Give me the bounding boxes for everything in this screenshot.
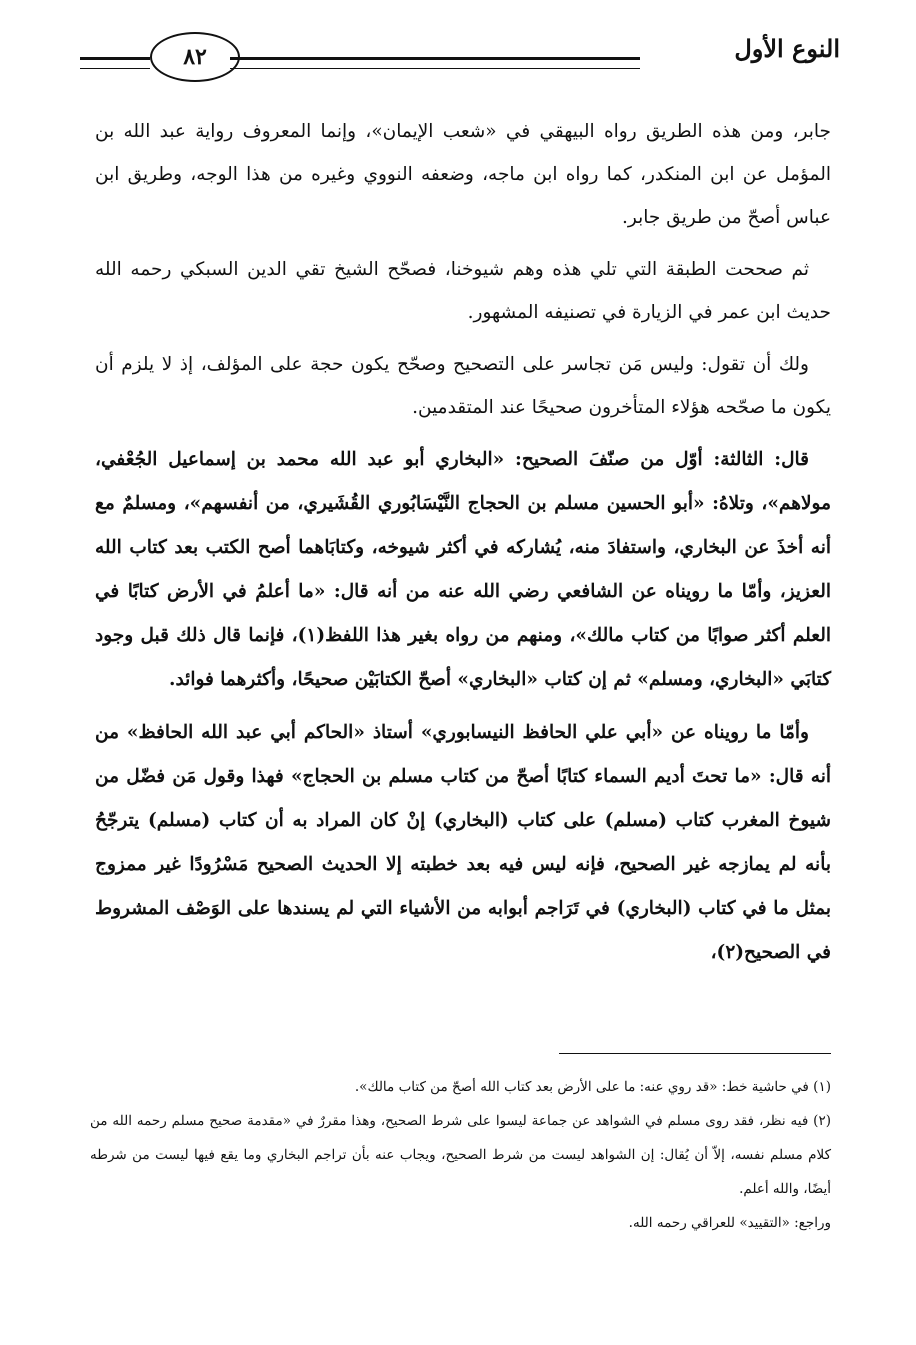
paragraph-5: وأمّا ما رويناه عن «أبي علي الحافظ النيسابوري» أستاذ «الحاكم أبي عبد الله الحافظ» من أنه قال: «ما تحتَ أديم السماء كتابًا أصحّ من كتاب مسلم بن الحجاج» فهذا وقول مَن فضّل من شيوخ المغرب كتاب (مسلم) على كتاب (البخاري) إنْ كان المراد به أن كتاب (مسلم) يترجّحُ بأنه لم يمازجه غير الصحيح، فإنه ليس فيه بعد خطبته إلا الحديث الصحيح مَسْرُودًا غير ممزوج بمثل ما في كتاب (البخاري) في تَرَاجم أبوابه من الأشياء التي لم يسندها على الوَصْف المشروط في الصحيح(٢)، [95, 722, 831, 963]
footnote-1: (١) في حاشية خط: «قد روي عنه: ما على الأرض بعد كتاب الله أصحّ من كتاب مالك». [354, 1079, 831, 1095]
chapter-title: النوع الأول [734, 34, 840, 63]
paragraph-3: ولك أن تقول: وليس مَن تجاسر على التصحيح وصحّح يكون حجة على المؤلف، إذ لا يلزم أن يكون ما صحّحه هؤلاء المتأخرون صحيحًا عند المتقدمين. [95, 354, 831, 418]
header-rule-left [80, 57, 150, 69]
page-number: ٨٢ [183, 44, 207, 70]
main-text [95, 110, 831, 984]
page-header [80, 22, 840, 92]
footnote-3: وراجع: «التقييد» للعراقي رحمه الله. [628, 1215, 831, 1231]
footnotes [90, 1070, 831, 1240]
footnote-2: (٢) فيه نظر، فقد روى مسلم في الشواهد عن جماعة ليسوا على شرط الصحيح، وهذا مقررٌ في «مقدمة صحيح مسلم رحمه الله من كلام مسلم نفسه، إلاّ أن يُقال: إن الشواهد ليست من شرط الصحيح، ويجاب عنه بأن تراجم البخاري وما يقع فيها ليست من شرطه أيضًا، والله أعلم. [90, 1113, 831, 1197]
paragraph-1: جابر، ومن هذه الطريق رواه البيهقي في «شعب الإيمان»، وإنما المعروف رواية عبد الله بن المؤمل عن ابن المنكدر، كما رواه ابن ماجه، وضعفه النووي وغيره من هذا الوجه، وطريق ابن عباس أصحّ من طريق جابر. [95, 121, 831, 228]
paragraph-4: قال: الثالثة: أوّل من صنّفَ الصحيح: «البخاري أبو عبد الله محمد بن إسماعيل الجُعْفي، مولاهم»، وتلاهُ: «أبو الحسين مسلم بن الحجاج النَّيْسَابُوري القُشَيري، من أنفسهم»، ومسلمٌ مع أنه أخذَ عن البخاري، واستفادَ منه، يُشاركه في أكثر شيوخه، وكتابَاهما أصح الكتب بعد كتاب الله العزيز، وأمّا ما رويناه عن الشافعي رضي الله عنه من أنه قال: «ما أعلمُ في الأرض كتابًا في العلم أكثر صوابًا من كتاب مالك»، ومنهم من رواه بغير هذا اللفظ(١)، فإنما قال ذلك قبل وجود كتابَي «البخاري، ومسلم» ثم إن كتاب «البخاري» أصحّ الكتابَيْن صحيحًا، وأكثرهما فوائد. [95, 449, 831, 690]
page-number-oval [150, 32, 240, 82]
header-rule-right [230, 57, 640, 69]
paragraph-2: ثم صححت الطبقة التي تلي هذه وهم شيوخنا، فصحّح الشيخ تقي الدين السبكي رحمه الله حديث ابن عمر في الزيارة في تصنيفه المشهور. [95, 259, 831, 323]
footnote-separator [559, 1053, 831, 1054]
